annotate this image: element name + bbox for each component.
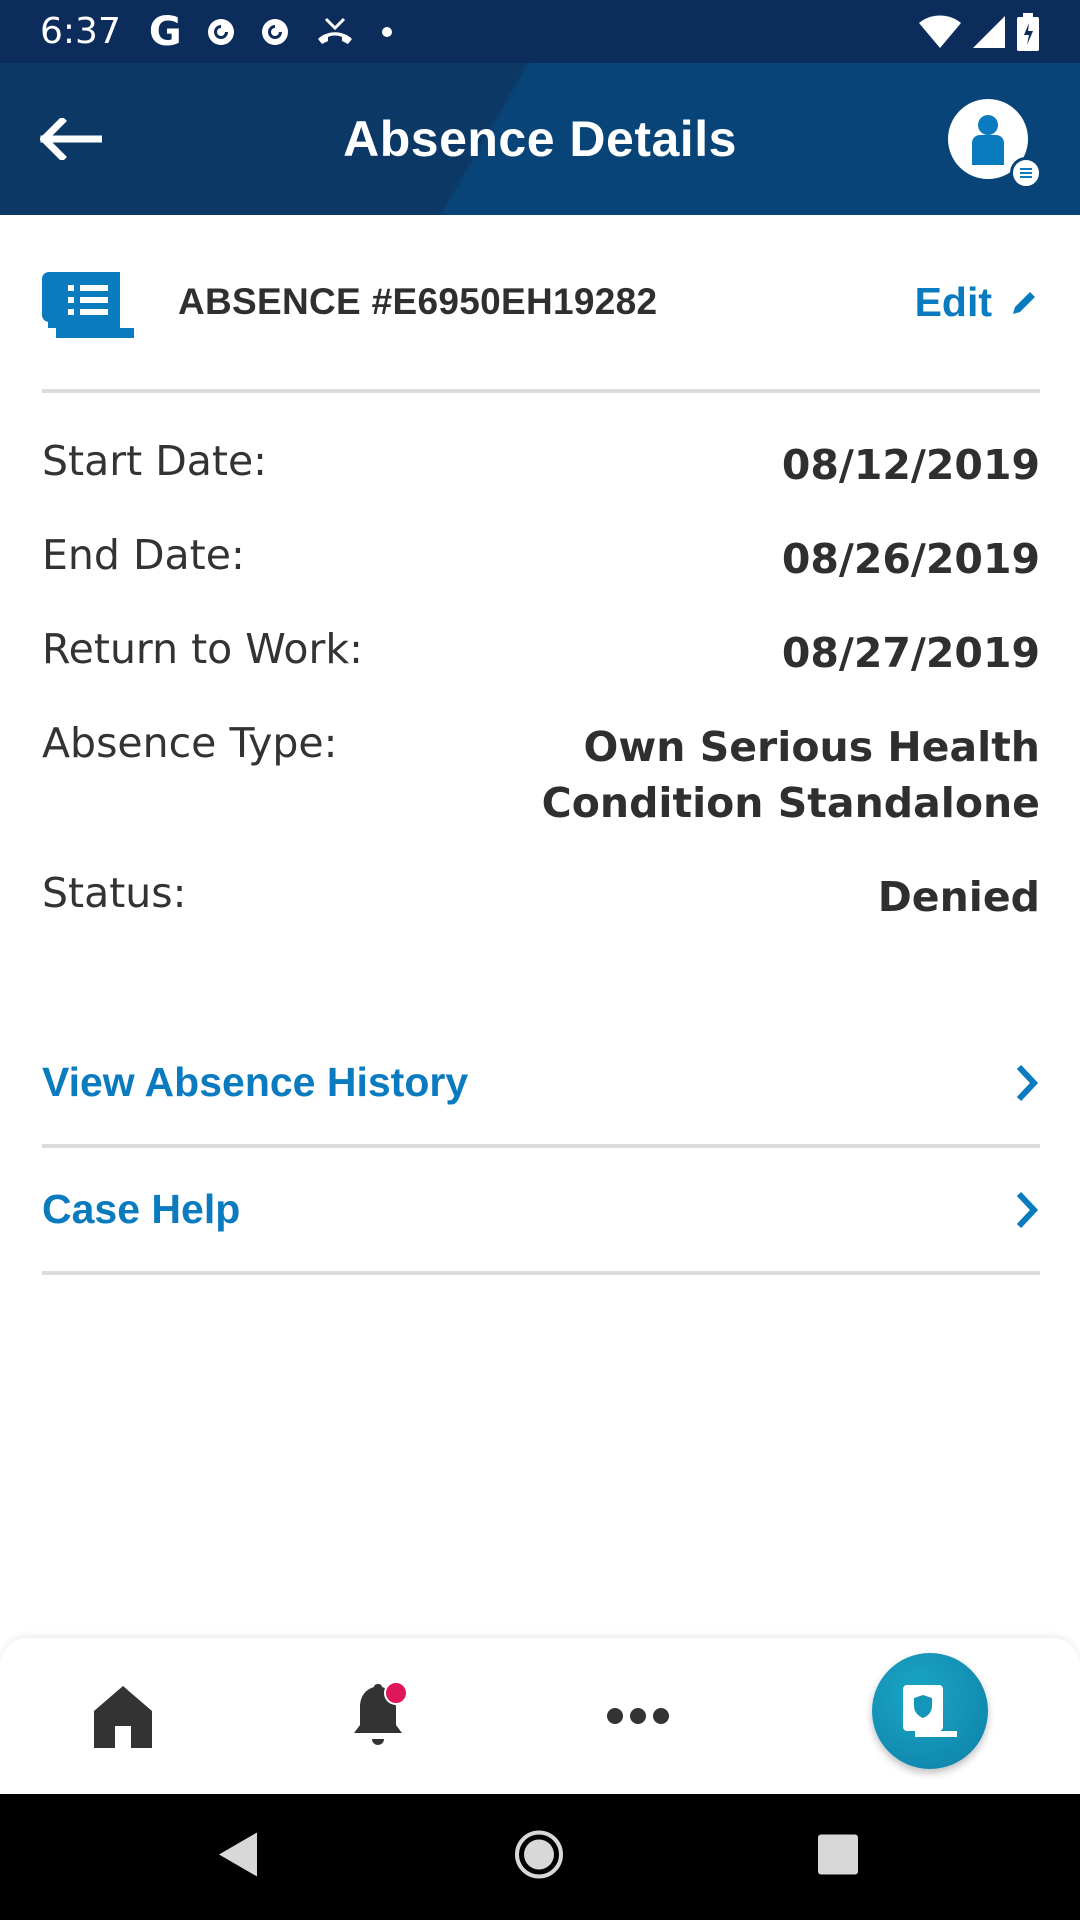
detail-row-status	[42, 859, 1040, 953]
circle-home-icon	[514, 1830, 564, 1880]
detail-row-return-to-work	[42, 615, 1040, 709]
edit-button[interactable]	[915, 279, 1040, 326]
system-back-button[interactable]	[217, 1831, 259, 1884]
main-content	[42, 215, 1040, 1275]
pocket-casts-icon	[206, 17, 236, 47]
menu-lines-icon	[1018, 166, 1034, 180]
home-icon	[92, 1684, 154, 1748]
google-icon: G	[148, 8, 182, 55]
detail-label: Return to Work:	[42, 625, 363, 673]
detail-row-end-date	[42, 521, 1040, 615]
document-scroll-icon	[42, 270, 138, 340]
status-time: 6:37	[40, 11, 121, 52]
link-label: Case Help	[42, 1186, 241, 1232]
nav-notifications[interactable]	[348, 1681, 412, 1751]
detail-value: 08/12/2019	[781, 441, 1040, 489]
view-absence-history-link[interactable]	[42, 1021, 1040, 1148]
status-icons-right	[918, 13, 1040, 51]
back-button[interactable]	[40, 114, 104, 164]
page-title: Absence Details	[343, 111, 737, 167]
system-home-button[interactable]	[514, 1830, 564, 1885]
nav-home[interactable]	[92, 1684, 154, 1748]
absence-number: ABSENCE #E6950EH19282	[178, 281, 658, 322]
signal-icon	[972, 15, 1006, 49]
profile-icon	[966, 113, 1010, 165]
absence-header	[42, 215, 1040, 393]
pocket-casts-icon	[260, 17, 290, 47]
profile-button[interactable]	[948, 99, 1028, 179]
nav-more[interactable]	[606, 1706, 670, 1726]
claims-fab-icon	[901, 1683, 959, 1739]
case-help-link[interactable]	[42, 1148, 1040, 1275]
wifi-icon	[918, 15, 962, 49]
detail-value: Own Serious Health Condition Standalone	[541, 723, 1040, 827]
detail-value: 08/26/2019	[781, 535, 1040, 583]
missed-call-icon	[314, 17, 356, 47]
chevron-right-icon	[1014, 1063, 1040, 1103]
square-recents-icon	[817, 1834, 859, 1876]
bottom-nav	[0, 1638, 1080, 1794]
status-icons-left	[149, 9, 394, 55]
detail-label: Start Date:	[42, 437, 267, 485]
status-value: Denied	[877, 873, 1040, 921]
dot-icon	[380, 25, 394, 39]
status-bar	[0, 0, 1080, 63]
detail-row-start-date	[42, 427, 1040, 521]
link-label: View Absence History	[42, 1059, 469, 1105]
claims-fab-button[interactable]	[872, 1653, 988, 1769]
chevron-right-icon	[1014, 1190, 1040, 1230]
app-header	[0, 63, 1080, 215]
edit-label: Edit	[914, 278, 992, 325]
pencil-icon	[1010, 287, 1040, 317]
profile-badge	[1010, 157, 1042, 189]
detail-row-absence-type	[42, 709, 1040, 859]
system-recents-button[interactable]	[817, 1834, 859, 1881]
link-list	[42, 1021, 1040, 1275]
battery-icon	[1016, 13, 1040, 51]
triangle-back-icon	[217, 1831, 259, 1879]
system-nav-bar	[0, 1794, 1080, 1920]
back-arrow-icon	[40, 118, 102, 160]
more-icon	[606, 1706, 670, 1726]
detail-label: End Date:	[42, 531, 245, 579]
detail-label: Status:	[42, 869, 187, 917]
notifications-icon	[348, 1681, 412, 1751]
detail-label: Absence Type:	[42, 719, 338, 767]
absence-details	[42, 393, 1040, 953]
detail-value: 08/27/2019	[781, 629, 1040, 677]
